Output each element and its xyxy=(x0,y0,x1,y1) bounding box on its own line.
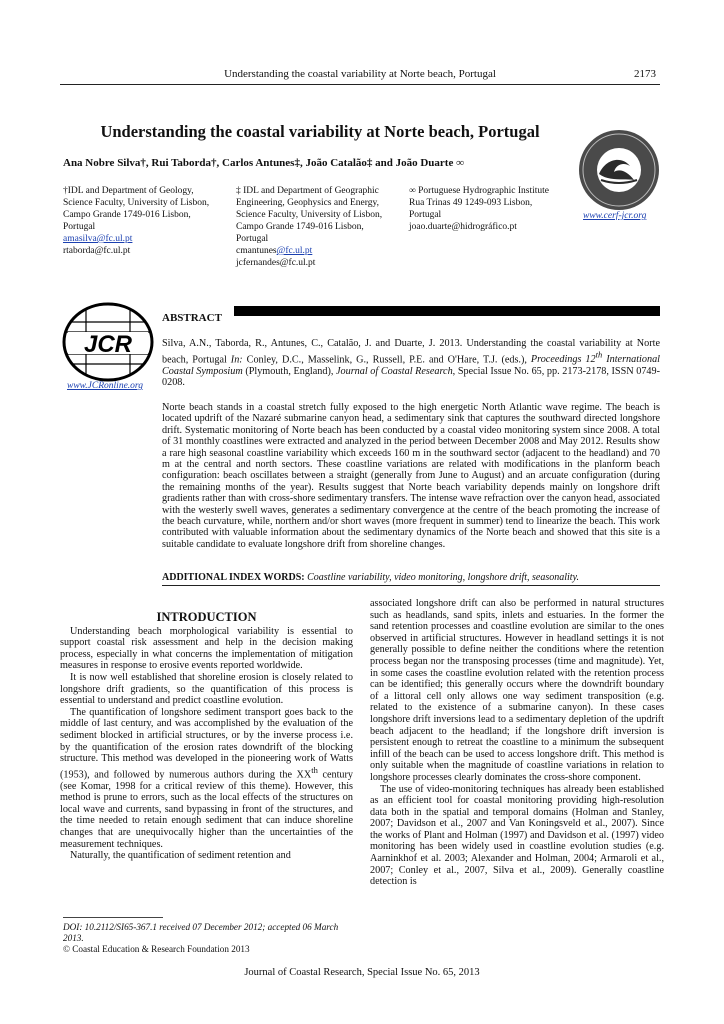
affiliation-line: Rua Trinas 49 1249-093 Lisbon, xyxy=(409,198,533,208)
citation xyxy=(162,338,660,389)
paper-title: Understanding the coastal variability at Norte beach, Portugal xyxy=(100,122,540,141)
affiliation-line: Science Faculty, University of Lisbon, xyxy=(63,198,210,208)
email-text: rtaborda@fc.ul.pt xyxy=(63,246,131,256)
running-header xyxy=(60,68,660,84)
affiliation-line: ∞ Portuguese Hydrographic Institute xyxy=(409,186,550,196)
jcr-website-link[interactable]: www.JCRonline.org xyxy=(67,381,143,391)
right-column xyxy=(370,598,664,888)
superscript: th xyxy=(595,349,603,360)
footnote-rule xyxy=(63,917,163,918)
citation-text: Conley, D.C., Masselink, G., Russell, P.E. and O'Hare, T.J. (eds.), xyxy=(242,353,531,365)
paragraph-text: century (see Komar, 1998 for a critical review of this theme). However, this method is prune to errors, such as the local effects of the structures on local wave and currents, sand bypassing in front of the structures, and the time needed to retain enough sediment that can induce shoreline changes that are unequivocally higher than the uncertainties of the measurement techniques. xyxy=(60,769,353,850)
keywords xyxy=(162,572,660,583)
email-link[interactable]: amasilva@fc.ul.pt xyxy=(63,234,133,244)
abstract-body: Norte beach stands in a coastal stretch fully exposed to the high energetic North Atlantic wave regime. The beach is located updrift of the Nazaré submarine canyon head, a sedimentary sink that captures the southward directed longshore drift. Systematic monitoring of Norte beach has been conducted by a coastal video monitoring system since 2008. A total of 31 monthly coastlines were extracted and analyzed in the period between December 2008 and May 2012. Results show a rare high seasonal coastline variability which exceeds 160 m in the southward sector (adjacent to the headland) and 70 m at the central and north sectors. These coastline variations are related with modifications in the planform beach configuration: beach oscillates between a straight (generally from June to August) and an arcuate configuration (during the remaining months of the year). Results suggest that Norte beach variability depends mainly on longshore drift gradients rather than with cross-shore sedimentary transfers. The intense wave refraction over the canyon head, associated with the westerly swell waves, generates a sedimentary convergence at the centre of the beach promoting the increase of the beach curvature, while, northern and/or short waves (more frequent in summer) tend to linearize the beach. This work contributed with valuable information about the sedimentary dynamics of the Norte beach and showed that this site is a suitable candidate to evaluate longshore drift from shoreline changes. xyxy=(162,402,660,550)
affiliation-line: joao.duarte@hidrográfico.pt xyxy=(409,222,517,232)
affiliation-line: ‡ IDL and Department of Geographic xyxy=(236,186,379,196)
affiliation-line: Campo Grande 1749-016 Lisbon, xyxy=(236,222,364,232)
affiliation-line: Portugal xyxy=(409,210,442,220)
left-column xyxy=(60,612,353,862)
proceedings-title: International Coastal Symposium xyxy=(162,353,660,377)
paragraph-text: The quantification of longshore sediment transport goes back to the middle of last century, and was accomplished by the evaluation of the sediment blocked in artificial structures, or by the inverse process i.e. by the quantification of the erosion rates downdrift of the blocking structure. This method was developed in the pioneering work of Watts (1953), and followed by numerous authors during the XX xyxy=(60,706,353,781)
running-title: Understanding the coastal variability at Norte beach, Portugal xyxy=(224,68,496,80)
footnote xyxy=(63,922,353,955)
journal-footer-name: Journal of Coastal Research xyxy=(244,967,362,978)
paragraph: It is now well established that shoreline erosion is closely related to longshore drift gradients, so the quantification of this process is essential to understand and predict coastline evolution. xyxy=(60,671,353,707)
copyright-note: © Coastal Education & Research Foundation 2013 xyxy=(63,944,250,954)
email-text: jcfernandes@fc.ul.pt xyxy=(236,258,316,268)
journal-footer-issue: , Special Issue No. 65, 2013 xyxy=(361,967,480,978)
affiliation-1 xyxy=(63,185,233,257)
email-prefix: cmantunes xyxy=(236,246,277,256)
affiliation-3 xyxy=(409,185,569,233)
paragraph: Naturally, the quantification of sediment retention and xyxy=(70,850,291,862)
paragraph xyxy=(60,707,353,851)
journal-footer xyxy=(0,967,724,978)
jcr-logo xyxy=(62,302,154,382)
keywords-rule xyxy=(162,585,660,586)
citation-text: (Plymouth, England), xyxy=(242,365,336,377)
affiliation-line: Engineering, Geophysics and Energy, xyxy=(236,198,379,208)
email-link[interactable]: @fc.ul.pt xyxy=(276,246,313,256)
superscript: th xyxy=(311,764,318,775)
abstract-bar xyxy=(234,306,660,316)
cerf-seal-logo xyxy=(574,128,664,212)
section-heading-introduction: INTRODUCTION xyxy=(156,610,257,624)
header-rule xyxy=(60,84,660,85)
abstract-heading: ABSTRACT xyxy=(162,312,222,324)
affiliation-line: Portugal xyxy=(63,222,96,232)
page-number: 2173 xyxy=(634,68,656,80)
keywords-label: ADDITIONAL INDEX WORDS: xyxy=(162,572,305,583)
affiliation-line: Science Faculty, University of Lisbon, xyxy=(236,210,383,220)
paragraph: associated longshore drift can also be performed in natural structures such as headlands, sand spits, inlets and estuaries. In the former the sand retention processes and coastline evolution are similar to the ones observed in artificial structures. However in headland settings it is not generally possible to define neither the conditions where the retention process began nor the transposing processes (time and magnitude). Yet, in some cases the coastline evolution related with the retention process can be identified; this generally occurs where the downdrift boundary of a littoral cell only allows one way sediment transposition (e.g. related to the existence of a submarine canyon). In these cases longshore drift inversions lead to a sedimentary depletion of the updrift beach adjacent to the headland; if the longshore drift inversion is persistent enough to retreat the coastline to a minimum the subsequent infill of the beach can be used to access longshore drift. This method is only suitable when the magnitude of coastline variations in relation to longshore processes clearly dominates the cross-shore component. xyxy=(370,598,664,783)
cerf-website-link[interactable]: www.cerf-jcr.org xyxy=(583,211,647,221)
citation-text: Silva, A.N., Taborda, R., Antunes, C., Catalão, J. and Duarte, J. 2013. Understanding the coastal variability at Norte beach, Portugal xyxy=(162,338,660,365)
author-list: Ana Nobre Silva†, Rui Taborda†, Carlos Antunes‡, João Catalão‡ and João Duarte ∞ xyxy=(63,157,464,169)
paragraph: The use of video-monitoring techniques has already been established as an efficient tool for coastal monitoring providing high-resolution data both in the spatial and temporal domains (Holman and Stanley, 2007; Davidson et al., 2007 and Van Koningsveld et al., 2007). Since the works of Plant and Holman (1997) and Davidson et al. (1997) video monitoring has been widely used in coastline evolution studies (e.g. Aarninkhof et al. 2003; Alexander and Holman, 2004; Armaroli et al., 2007; Conley et al., 2007, Silva et al., 2009). Generally coastline detection is xyxy=(370,783,664,888)
affiliation-line: Portugal xyxy=(236,234,269,244)
paragraph: Understanding beach morphological variability is essential to support coastal risk assessment and help in the decision making process, especially in what concerns the implementation of mitigation measures in response to erosive events reported worldwide. xyxy=(60,625,353,672)
journal-name: Journal of Coastal Research xyxy=(336,365,453,377)
affiliation-line: Campo Grande 1749-016 Lisbon, xyxy=(63,210,191,220)
proceedings-title: Proceedings 12 xyxy=(530,353,596,365)
citation-text: , Special Issue No. 65, pp. 2173-2178, ISSN 0749-0208. xyxy=(162,365,660,389)
keywords-value: Coastline variability, video monitoring, longshore drift, seasonality. xyxy=(307,572,579,583)
citation-in: In: xyxy=(230,353,243,365)
doi-note: DOI: 10.2112/SI65-367.1 received 07 December 2012; accepted 06 March 2013. xyxy=(63,922,339,943)
affiliation-line: †IDL and Department of Geology, xyxy=(63,186,194,196)
jcr-logo-text: JCR xyxy=(83,331,133,358)
affiliation-2 xyxy=(236,185,401,269)
